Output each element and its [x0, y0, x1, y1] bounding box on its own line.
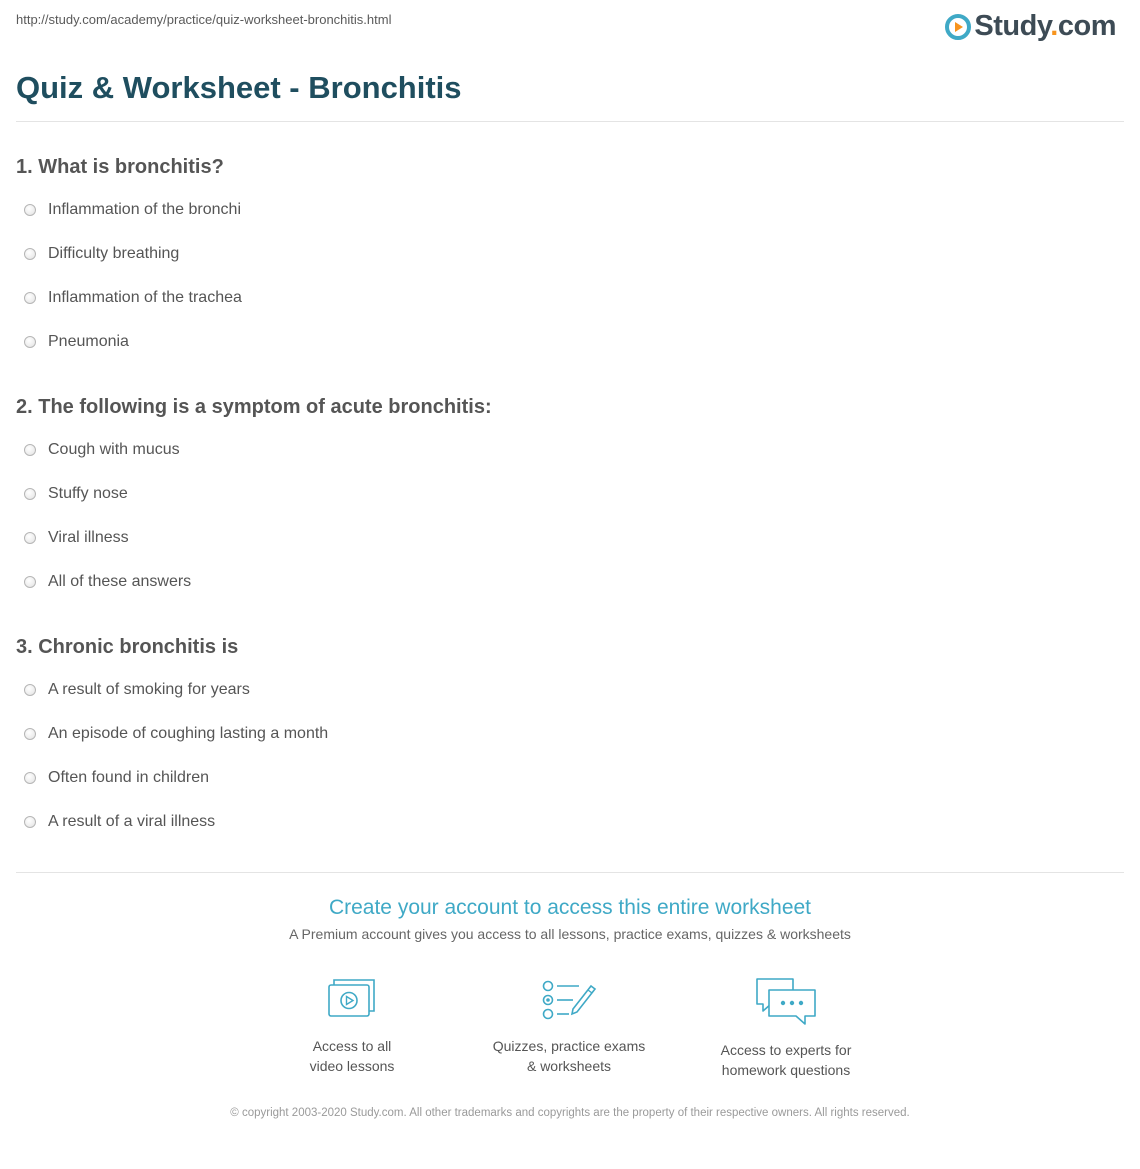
- radio-button-icon[interactable]: [24, 576, 36, 588]
- premium-description: A Premium account gives you access to all lessons, practice exams, quizzes & worksheets: [289, 926, 851, 942]
- answer-option[interactable]: [24, 810, 215, 834]
- radio-button-icon[interactable]: [24, 488, 36, 500]
- radio-button-icon[interactable]: [24, 728, 36, 740]
- radio-button-icon[interactable]: [24, 292, 36, 304]
- copyright-notice: © copyright 2003-2020 Study.com. All other trademarks and copyrights are the property of their respective owners. All rights reserved.: [230, 1107, 910, 1119]
- answer-label: A result of a viral illness: [48, 813, 216, 830]
- question-1: 1. What is bronchitis?: [16, 156, 224, 178]
- feature-label: Quizzes, practice exams & worksheets: [492, 1038, 646, 1074]
- top-bar: [16, 12, 1124, 42]
- radio-button-icon[interactable]: [24, 532, 36, 544]
- study-logo[interactable]: [945, 10, 1116, 43]
- answer-label: Stuffy nose: [48, 485, 128, 502]
- answer-option[interactable]: [24, 198, 241, 222]
- radio-button-icon[interactable]: [24, 684, 36, 696]
- play-logo-icon: [945, 14, 971, 40]
- radio-button-icon[interactable]: [24, 772, 36, 784]
- logo-wordmark: Study.com: [974, 10, 1116, 42]
- answer-option[interactable]: [24, 722, 328, 746]
- answer-label: Often found in children: [48, 769, 209, 786]
- section-divider: [16, 872, 1124, 873]
- quiz-checklist-icon: [539, 976, 599, 1024]
- answer-option[interactable]: [24, 570, 191, 594]
- radio-button-icon[interactable]: [24, 204, 36, 216]
- answer-option[interactable]: [24, 438, 180, 462]
- radio-button-icon[interactable]: [24, 444, 36, 456]
- answer-option[interactable]: [24, 526, 129, 550]
- answer-label: All of these answers: [48, 573, 192, 590]
- question-2: 2. The following is a symptom of acute bronchitis:: [16, 396, 492, 418]
- feature-label: Access to experts for homework questions: [720, 1042, 852, 1078]
- answer-label: An episode of coughing lasting a month: [48, 725, 329, 742]
- answer-label: Inflammation of the trachea: [48, 289, 242, 306]
- answer-option[interactable]: [24, 286, 242, 310]
- answer-option[interactable]: [24, 330, 129, 354]
- answer-label: Pneumonia: [48, 333, 129, 350]
- radio-button-icon[interactable]: [24, 816, 36, 828]
- answer-label: Cough with mucus: [48, 441, 180, 458]
- feature-quizzes: [469, 976, 669, 1076]
- page-url[interactable]: http://study.com/academy/practice/quiz-worksheet-bronchitis.html: [16, 12, 392, 27]
- video-lessons-icon: [324, 976, 380, 1024]
- answer-option[interactable]: [24, 678, 250, 702]
- answer-option[interactable]: [24, 766, 209, 790]
- question-3: 3. Chronic bronchitis is: [16, 636, 239, 658]
- feature-label: Access to all video lessons: [309, 1038, 395, 1074]
- feature-video-lessons: [252, 976, 452, 1076]
- answer-label: A result of smoking for years: [48, 681, 250, 698]
- answer-label: Viral illness: [48, 529, 129, 546]
- title-divider: [16, 121, 1124, 122]
- page-title: Quiz & Worksheet - Bronchitis: [16, 70, 462, 105]
- chat-bubbles-icon: [753, 976, 819, 1028]
- create-account-link[interactable]: Create your account to access this entire worksheet: [328, 896, 812, 919]
- feature-experts: [686, 976, 886, 1080]
- answer-option[interactable]: [24, 242, 179, 266]
- answer-label: Difficulty breathing: [48, 245, 180, 262]
- radio-button-icon[interactable]: [24, 248, 36, 260]
- answer-option[interactable]: [24, 482, 128, 506]
- answer-label: Inflammation of the bronchi: [48, 201, 241, 218]
- radio-button-icon[interactable]: [24, 336, 36, 348]
